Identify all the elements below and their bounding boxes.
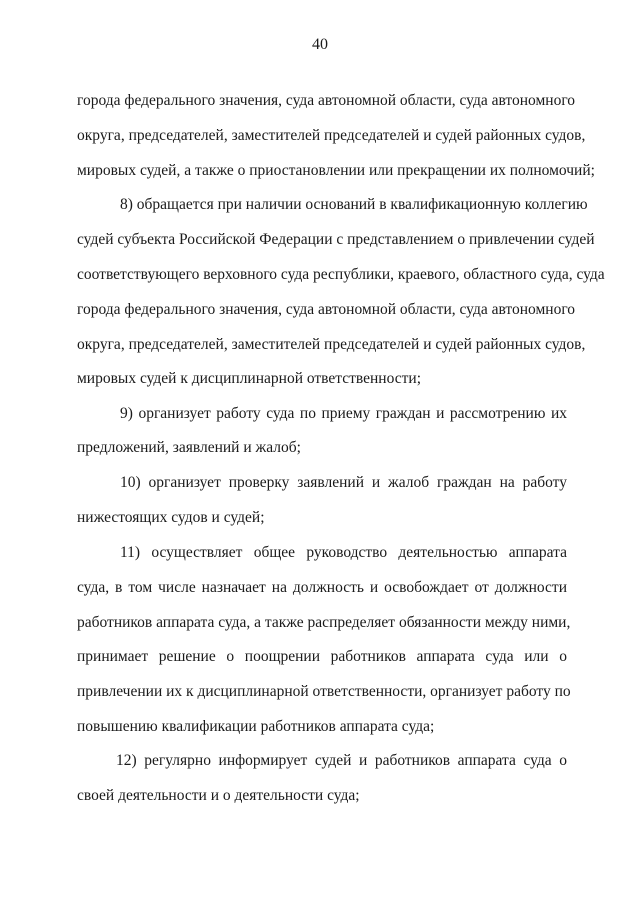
text-line: округа, председателей, заместителей председателей и судей районных судов, [77,336,586,353]
text-line: судей субъекта Российской Федерации с представлением о привлечении судей [77,231,595,248]
text-line: привлечении их к дисциплинарной ответственности, организует работу по [77,683,571,700]
text-line: округа, председателей, заместителей председателей и судей районных судов, [77,127,586,144]
text-line: нижестоящих судов и судей; [77,509,265,526]
text-line: города федерального значения, суда автономной области, суда автономного [77,92,576,109]
text-line: мировых судей, а также о приостановлении или прекращении их полномочий; [77,162,595,179]
text-line: принимает решение о поощрении работников аппарата суда или о [77,648,567,665]
text-line: 11) осуществляет общее руководство деятельностью аппарата [120,544,567,561]
text-line: работников аппарата суда, а также распределяет обязанности между ними, [77,614,571,631]
text-line: города федерального значения, суда автономной области, суда автономного [77,301,576,318]
text-line: 9) организует работу суда по приему граждан и рассмотрению их [120,405,567,422]
text-line: суда, в том числе назначает на должность и освобождает от должности [77,579,567,596]
text-line: мировых судей к дисциплинарной ответственности; [77,370,421,387]
text-line: 8) обращается при наличии оснований в квалификационную коллегию [120,196,588,213]
page-number: 40 [312,36,328,53]
text-line: 10) организует проверку заявлений и жалоб граждан на работу [120,474,567,491]
text-line: предложений, заявлений и жалоб; [77,439,301,456]
text-line: соответствующего верховного суда республики, краевого, областного суда, суда [77,266,605,283]
text-line: 12) регулярно информирует судей и работников аппарата суда о [116,752,567,769]
text-line: повышению квалификации работников аппарата суда; [77,718,435,735]
text-line: своей деятельности и о деятельности суда; [77,787,360,804]
